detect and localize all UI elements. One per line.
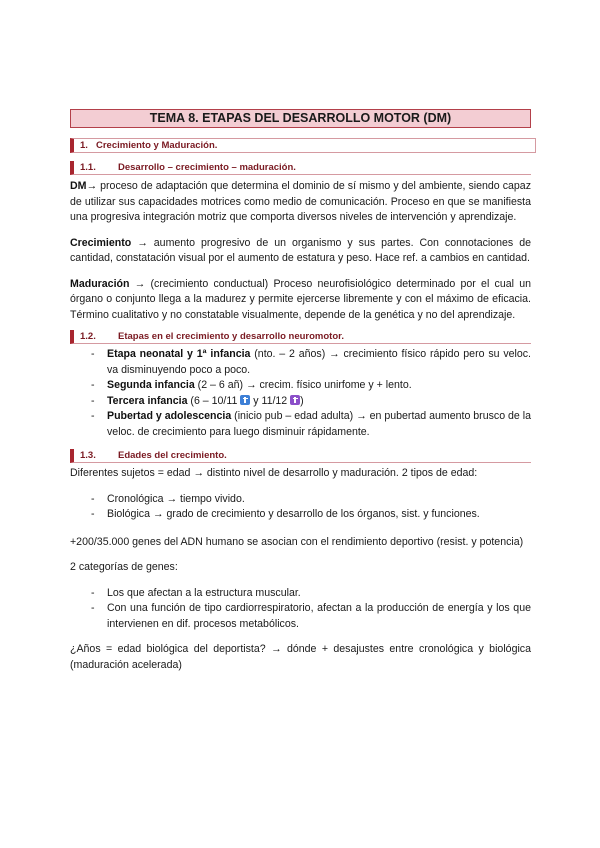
categories-list bbox=[70, 586, 531, 633]
subsection-number: 1.1. bbox=[80, 162, 96, 173]
stages-list bbox=[70, 347, 531, 440]
list-item: - Pubertad y adolescencia (inicio pub – edad adulta) → en pubertad aumento brusco de la veloc. de crecimiento para luego disminuir rápidamente. bbox=[91, 410, 531, 438]
subsection-label: Etapas en el crecimiento y desarrollo neuromotor. bbox=[118, 331, 344, 342]
subsection-heading-1-2 bbox=[70, 330, 531, 344]
page-content bbox=[70, 109, 531, 673]
paragraph-crecimiento: Crecimiento → aumento progresivo de un organismo y sus partes. Con connotaciones de cantidad, constatación visual por el aumento de estatura y peso. Hace ref. a cambios en cantidad. bbox=[70, 236, 531, 264]
ages-list bbox=[70, 492, 531, 523]
subsection-heading-1-3 bbox=[70, 449, 531, 463]
paragraph-maduracion: Maduración → (crecimiento conductual) Proceso neurofisiológico determinado por el cual un órgano o conjunto llega a la madurez y permite ejercerse libremente y con el máximo de eficacia. Término cualitativo y no constatable visualmente, depende de la genética y no del aprendizaje. bbox=[70, 277, 531, 321]
paragraph-dm: DM→ proceso de adaptación que determina el dominio de sí mismo y del ambiente, siendo capaz de utilizar sus capacidades motrices como medio de comunicación. Proceso en que se manifiesta una progresiva integración motriz que comporta diversos niveles de intervención y aprendizaje. bbox=[70, 180, 531, 223]
paragraph-genes: +200/35.000 genes del ADN humano se asocian con el rendimiento deportivo (resist. y potencia) bbox=[70, 535, 524, 548]
list-item: - Los que afectan a la estructura muscular. bbox=[91, 586, 301, 599]
term: DM bbox=[70, 180, 87, 192]
subsection-label: Desarrollo – crecimiento – maduración. bbox=[118, 162, 296, 173]
section-number: 1. bbox=[80, 140, 88, 151]
list-item: - Segunda infancia (2 – 6 añ) → crecim. físico unirfome y + lento. bbox=[91, 379, 412, 391]
list-item: - Cronológica → tiempo vivido. bbox=[91, 492, 245, 505]
subsection-label: Edades del crecimiento. bbox=[118, 450, 227, 461]
arrow: → bbox=[86, 180, 98, 192]
paragraph-question: ¿Años = edad biológica del deportista? → dónde + desajustes entre cronológica y biológica (maduración acelerada) bbox=[70, 643, 531, 671]
list-item: - Etapa neonatal y 1ª infancia (nto. – 2 años) → crecimiento físico rápido pero su veloc. va disminuyendo poco a poco. bbox=[91, 348, 532, 376]
paragraph-categories-intro: 2 categorías de genes: bbox=[70, 561, 178, 573]
paragraph-intro: Diferentes sujetos = edad → distinto nivel de desarrollo y maduración. 2 tipos de edad: bbox=[70, 467, 478, 479]
term: Maduración bbox=[70, 277, 130, 290]
female-icon bbox=[290, 395, 300, 405]
section-heading-1 bbox=[70, 138, 536, 153]
page-title: TEMA 8. ETAPAS DEL DESARROLLO MOTOR (DM) bbox=[70, 109, 531, 128]
subsection-number: 1.3. bbox=[80, 450, 96, 461]
list-item: - Biológica → grado de crecimiento y desarrollo de los órganos, sist. y funciones. bbox=[91, 508, 480, 520]
term: Crecimiento bbox=[70, 236, 132, 249]
male-icon bbox=[240, 395, 250, 405]
subsection-heading-1-1 bbox=[70, 161, 531, 175]
list-item: - Tercera infancia (6 – 10/11 y 11/12 ) bbox=[91, 394, 304, 407]
list-item: - Con una función de tipo cardiorrespiratorio, afectan a la producción de energía y los que intervienen en dif. procesos metabólicos. bbox=[91, 602, 531, 630]
subsection-number: 1.2. bbox=[80, 331, 96, 342]
section-label: Crecimiento y Maduración. bbox=[96, 140, 218, 151]
